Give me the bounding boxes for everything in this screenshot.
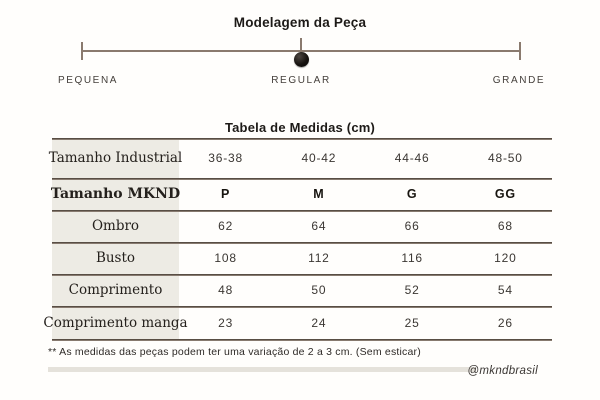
table-cell: 54	[497, 283, 513, 297]
row-label: Ombro	[52, 210, 179, 242]
modelagem-title: Modelagem da Peça	[233, 15, 367, 30]
table-cell: 64	[311, 219, 327, 233]
table-cell: 68	[497, 219, 513, 233]
table-cell: 112	[308, 251, 330, 265]
brand-handle: @mkndbrasil	[467, 365, 538, 377]
table-cell: 23	[218, 315, 234, 330]
marker-dot-icon	[294, 52, 309, 67]
footer-divider-strip	[48, 367, 476, 372]
fit-label-regular: REGULAR	[271, 75, 331, 86]
table-cell: M	[313, 187, 325, 201]
table-cell: 120	[494, 251, 517, 265]
fit-scale-tick-right	[519, 42, 521, 60]
table-row	[43, 306, 552, 339]
table-row	[52, 210, 552, 242]
table-cell: P	[221, 187, 231, 201]
row-label: Comprimento manga	[52, 306, 179, 339]
table-cell: 50	[311, 283, 327, 297]
fit-scale-tick-left	[81, 42, 83, 60]
table-cell: G	[406, 187, 418, 201]
fit-label-grande: GRANDE	[492, 75, 546, 86]
fit-label-pequena: PEQUENA	[57, 75, 119, 86]
measurements-table	[43, 138, 552, 339]
table-cell: 48	[218, 283, 234, 297]
row-label: Tamanho Industrial	[52, 138, 179, 178]
row-label: Comprimento	[52, 274, 179, 306]
table-cell: 66	[404, 219, 420, 233]
table-cell: 52	[404, 283, 420, 297]
table-cell: 62	[218, 219, 234, 233]
table-cell: 24	[311, 315, 327, 330]
table-cell: 40-42	[301, 151, 337, 165]
row-label: Busto	[52, 242, 179, 274]
table-cell: GG	[494, 187, 516, 201]
table-cell: 48-50	[488, 151, 523, 165]
table-cell: 36-38	[208, 151, 243, 165]
table-row	[52, 178, 552, 210]
table-cell: 44-46	[394, 151, 430, 165]
table-title: Tabela de Medidas (cm)	[224, 120, 376, 135]
table-row	[48, 138, 552, 178]
table-cell: 25	[404, 315, 420, 330]
row-label: Tamanho MKND	[52, 178, 179, 210]
table-cell: 116	[401, 251, 423, 265]
table-row	[52, 274, 552, 306]
table-cell: 26	[497, 315, 513, 330]
table-row	[52, 242, 552, 274]
measurement-disclaimer: ** As medidas das peças podem ter uma variação de 2 a 3 cm. (Sem esticar)	[48, 346, 421, 358]
table-cell: 108	[214, 251, 237, 265]
